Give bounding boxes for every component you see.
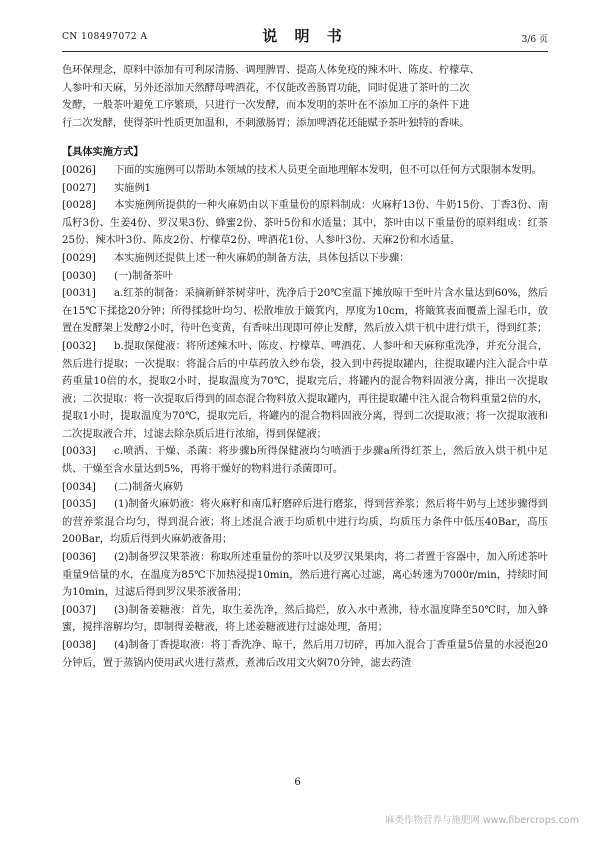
paragraph <box>62 479 548 497</box>
paragraph-number: [0033] <box>62 446 96 458</box>
page-indicator: 3/6 页 <box>521 35 548 45</box>
paragraph-number: [0026] <box>62 164 96 176</box>
paragraph-text: (二)制备火麻奶 <box>114 481 184 493</box>
paragraph <box>62 197 548 250</box>
paragraph-text: (2)制备罗汉果茶液：称取所述重量份的茶叶以及罗汉果果肉，将二者置于容器中，加入所述茶叶重量9倍量的水，在温度为85℃下加热浸提10min，然后进行离心过滤，离心转速为7000r/min，持续时间为10min，过滤后得到罗汉果茶液备用； <box>62 552 548 599</box>
paragraph <box>62 162 548 180</box>
paragraph-text: 下面的实施例可以帮助本领域的技术人员更全面地理解本发明，但不可以任何方式限制本发明。 <box>114 164 542 176</box>
paragraph <box>62 338 548 444</box>
paragraph-text: b.提取保健液：将所述辣木叶、陈皮、柠檬草、啤酒花、人参叶和天麻称重洗净，并充分混合，然后进行提取；一次提取：将混合后的中草药放入纱布袋，投入到中药提取罐内，往提取罐内注入混合中草药重量10倍的水，提取2小时，提取温度为70℃，提取完后，将罐内的混合物料固液分离，排出一次提取液；二次提取：将一次提取后得到的固态混合物料放入提取罐内，再往提取罐中注入混合物料重量2倍的水，提取1小时，提取温度为70℃，提取完后，将罐内的混合物料固液分离，得到二次提取液；将一次提取液和二次提取液合并，过滤去除杂质后进行浓缩，得到保健液； <box>62 340 548 440</box>
paragraph-text: a.红茶的制备：采摘新鲜茶树芽叶，洗净后于20℃室温下摊放晾干至叶片含水量达到60%，然后在15℃下揉捻20分钟；所得揉捻叶均匀、松散堆放于簸箕内，厚度为10cm，将簸箕表面覆盖上湿毛巾，放置在发酵架上发酵2小时，待叶色变黄，有香味出现即可停止发酵，然后放入烘干机中进行烘干，得到红茶； <box>62 288 548 335</box>
paragraph-number: [0035] <box>62 499 96 511</box>
paragraph <box>62 285 548 338</box>
paragraph-text: (1)制备火麻奶液：将火麻籽和南瓜籽磨碎后进行磨浆，得到营养浆；然后将牛奶与上述步骤得到的营养浆混合均匀，得到混合液；将上述混合液于均质机中进行均质，均质压力条件中低压40Bar，高压200Bar，均质后得到火麻奶液备用； <box>62 499 548 546</box>
paragraph-text: (4)制备丁香提取液：将丁香洗净、晾干，然后用刀切碎，再加入混合丁香重量5倍量的水浸泡20分钟后，置于蒸锅内使用武火进行蒸煮，煮沸后改用文火焖70分钟，滤去药渣 <box>62 640 548 669</box>
paragraph <box>62 250 548 268</box>
paragraph-number: [0027] <box>62 182 96 194</box>
paragraph-number: [0037] <box>62 604 96 616</box>
document-title: 说 明 书 <box>262 27 348 45</box>
paragraph-list <box>62 162 548 672</box>
intro-line: 色环保理念，原料中添加有可利尿清肠、调理脾胃、提高人体免疫的辣木叶、陈皮、柠檬草、 <box>62 65 480 76</box>
intro-line: 发酵，一般茶叶避免工序繁琐，只进行一次发酵，而本发明的茶叶在不添加工序的条件下进 <box>62 100 470 112</box>
document-body <box>62 62 548 672</box>
paragraph-number: [0031] <box>62 288 96 300</box>
paragraph-number: [0028] <box>62 200 96 212</box>
paragraph <box>62 637 548 672</box>
paragraph <box>62 268 548 286</box>
paragraph-number: [0032] <box>62 340 96 352</box>
page-header <box>62 24 548 46</box>
paragraph-number: [0038] <box>62 640 96 651</box>
paragraph <box>62 180 548 198</box>
paragraph-number: [0034] <box>62 481 96 493</box>
publication-number: CN 108497072 A <box>62 32 148 42</box>
paragraph <box>62 443 548 478</box>
paragraph-number: [0036] <box>62 552 96 564</box>
paragraph <box>62 549 548 602</box>
watermark-text: 麻类作物营养与施肥网 www.fibercrops.com <box>384 815 579 826</box>
intro-line: 行二次发酵，使得茶叶性质更加温和，不刺激肠胃；添加啤酒花还能赋予茶叶独特的香味。 <box>62 117 470 129</box>
paragraph <box>62 602 548 637</box>
paragraph-text: (3)制备姜糖液：首先，取生姜洗净，然后捣烂，放入水中煮沸，待水温度降至50℃时，加入蜂蜜，搅拌溶解均匀，即制得姜糖液，将上述姜糖液进行过滤处理，备用； <box>62 604 548 634</box>
intro-line: 人参叶和天麻，另外还添加天然酵母啤酒花，不仅能改善肠胃功能，同时促进了茶叶的二次 <box>62 82 470 94</box>
section-heading: 【具体实施方式】 <box>62 146 144 159</box>
paragraph-text: 本实施例还提供上述一种火麻奶的制备方法，具体包括以下步骤： <box>114 252 410 264</box>
paragraph-number: [0029] <box>62 252 96 264</box>
paragraph-text: (一)制备茶叶 <box>114 270 173 282</box>
header-divider <box>62 51 548 52</box>
paragraph <box>62 496 548 549</box>
paragraph-text: 实施例1 <box>114 182 152 194</box>
paragraph-number: [0030] <box>62 270 96 282</box>
page-number: 6 <box>294 777 301 788</box>
paragraph-text: c.喷洒、干燥、杀菌：将步骤b所得保健液均匀喷洒于步骤a所得红茶上，然后放入烘干机中足烘、干燥至含水量达到5%，再将干燥好的物料进行杀菌即可。 <box>62 446 548 476</box>
paragraph-text: 本实施例所提供的一种火麻奶由以下重量份的原料制成：火麻籽13份、牛奶15份、丁香3份、南瓜籽3份、生姜4份、罗汉果3份、蜂蜜2份、茶叶5份和水适量；其中，茶叶由以下重量份的原料组成：红茶25份、辣木叶3份、陈皮2份、柠檬草2份、啤酒花1份、人参叶3份、天麻2份和水适量。 <box>62 200 548 247</box>
